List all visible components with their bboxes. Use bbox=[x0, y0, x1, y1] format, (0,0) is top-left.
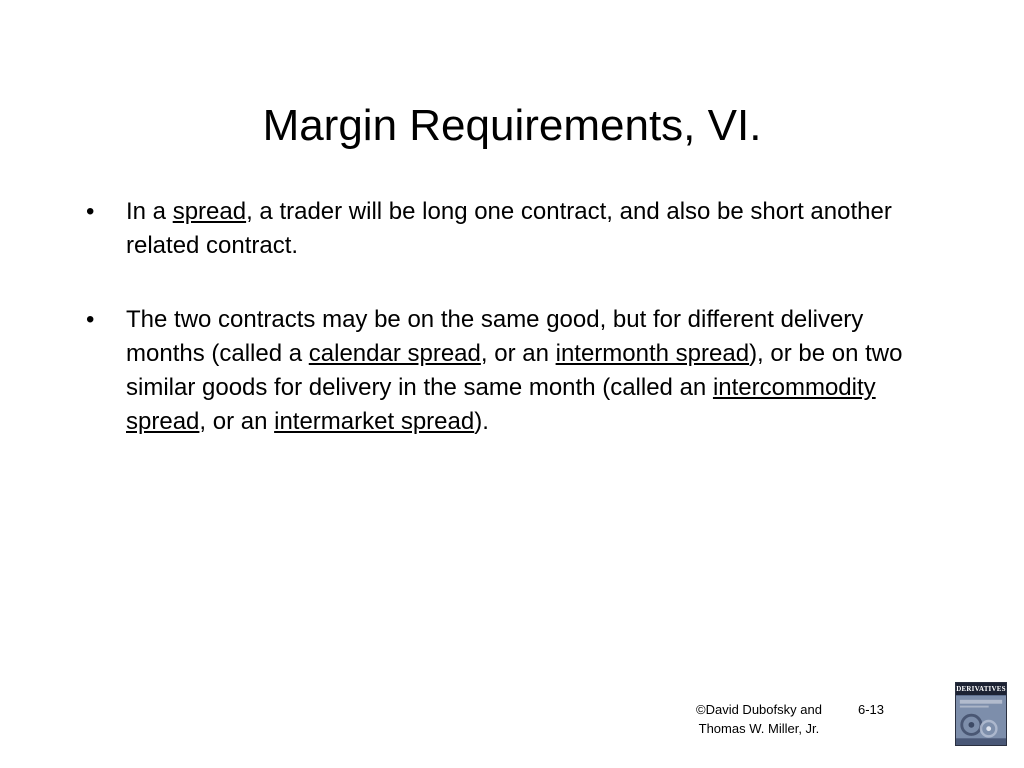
slide-title: Margin Requirements, VI. bbox=[262, 101, 762, 150]
bullet-marker: • bbox=[86, 198, 95, 225]
book-title-band bbox=[956, 683, 1006, 695]
text-segment: In a bbox=[126, 198, 173, 225]
term-spread: spread bbox=[172, 198, 247, 225]
book-art-graphic bbox=[956, 695, 1006, 746]
bullet-list bbox=[86, 195, 946, 439]
text-segment: ), or be on two similar goods for delivery in the same month (called an bbox=[126, 340, 903, 401]
book-title: DERIVATIVES bbox=[956, 685, 1006, 693]
term-intermonth-spread: intermonth spread bbox=[555, 340, 750, 367]
credit-line-1: ©David Dubofsky and bbox=[696, 702, 822, 717]
text-segment: , or an bbox=[480, 340, 556, 367]
bullet-text-2 bbox=[126, 306, 902, 435]
text-segment: ). bbox=[474, 408, 489, 435]
term-calendar-spread: calendar spread bbox=[308, 340, 481, 367]
text-segment: , or an bbox=[199, 408, 275, 435]
term-intercommodity-spread: intercommodity spread bbox=[126, 374, 876, 435]
credit-line-2: Thomas W. Miller, Jr. bbox=[698, 721, 820, 736]
bullet-item-2 bbox=[86, 303, 946, 439]
text-segment: , a trader will be long one contract, and also be short another related contract. bbox=[126, 198, 892, 259]
book-cover-image bbox=[955, 682, 1007, 746]
term-intermarket-spread: intermarket spread bbox=[274, 408, 475, 435]
copyright-credit bbox=[696, 700, 822, 738]
text-segment: The two contracts may be on the same good, but for different delivery months (called a bbox=[126, 306, 864, 367]
bullet-text-1 bbox=[126, 198, 892, 259]
slide-number: 6-13 bbox=[858, 702, 885, 717]
bullet-item-1 bbox=[86, 195, 946, 263]
bullet-marker: • bbox=[86, 306, 95, 333]
